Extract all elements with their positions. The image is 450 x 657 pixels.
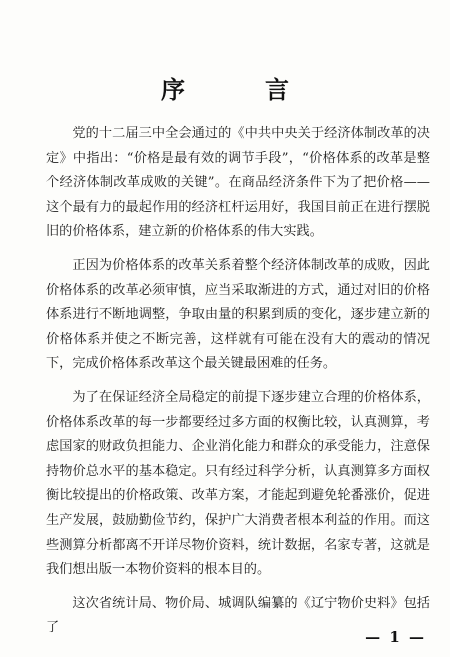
page-title: 序 言 [161, 75, 317, 104]
page-number: — 1 — [365, 628, 426, 646]
paragraph-3: 为了在保证经济全局稳定的前提下逐步建立合理的价格体系，价格体系改革的每一步都要经过多方面的权衡比较，认真测算，考虑国家的财政负担能力、企业消化能力和群众的承受能力，注意保持物价总水平的基本稳定。只有经过科学分析，认真测算多方面权衡比较提出的价格政策、改革方案，才能起到避免轮番涨价，促进生产发展，鼓励勤俭节约，保护广大消费者根本利益的作用。而这些测算分析都离不开详尽物价资料，统计数据，名家专著，这就是我们想出版一本物价资料的根本目的。 [46, 389, 430, 578]
body-text [46, 122, 430, 650]
paragraph-2: 正因为价格体系的改革关系着整个经济体制改革的成败，因此价格体系的改革必须审慎，应当采取渐进的方式，通过对旧的价格体系进行不断地调整，争取由量的积累到质的变化，逐步建立新的价格体系并使之不断完善，这样就有可能在没有大的震动的情况下，完成价格体系改革这个最关键最困难的任务。 [46, 257, 430, 372]
paragraph-4: 这次省统计局、物价局、城调队编纂的《辽宁物价史料》包括了 [46, 595, 430, 636]
paragraph-1: 党的十二届三中全会通过的《中共中央关于经济体制改革的决定》中指出：“价格是最有效的调节手段”，“价格体系的改革是整个经济体制改革成败的关键”。在商品经济条件下为了把价格——这个最有力的最起作用的经济杠杆运用好，我国目前正在进行摆脱旧的价格体系，建立新的价格体系的伟大实践。 [46, 126, 430, 240]
